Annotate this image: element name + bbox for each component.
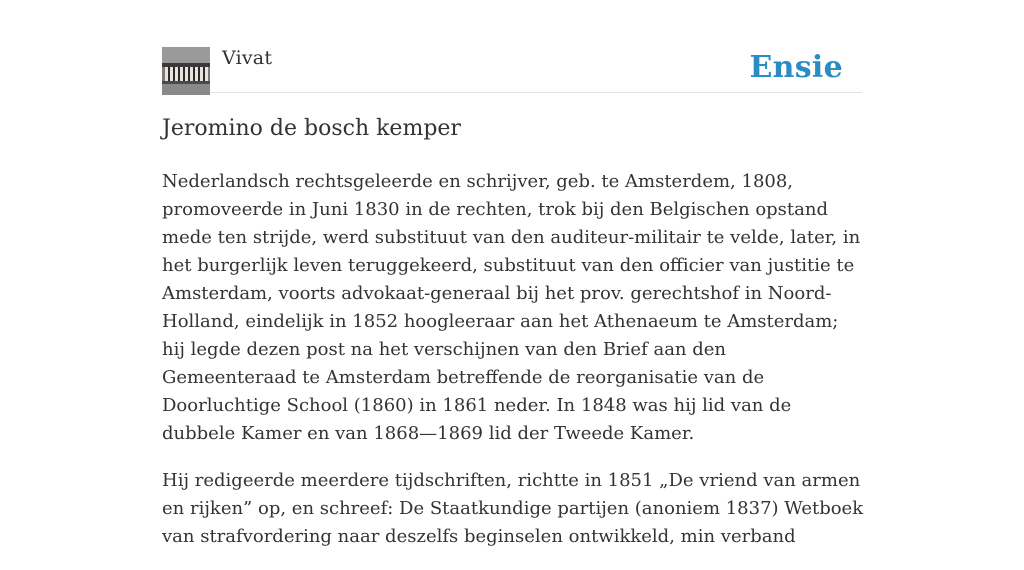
header xyxy=(162,46,862,93)
page-title: Jeromino de bosch kemper xyxy=(162,116,461,141)
avatar[interactable] xyxy=(162,47,210,95)
article-paragraph: Nederlandsch rechtsgeleerde en schrijver, geb. te Amsterdem, 1808, promoveerde in Juni 1830 in de rechten, trok bij den Belgischen opstand mede ten strijde, werd substituut van den auditeur-militair te velde, later, in het burgerlijk leven teruggekeerd, substituut van den officier van justitie te Amsterdam, voorts advokaat-generaal bij het prov. gerechtshof in Noord-Holland, eindelijk in 1852 hoogleeraar aan het Athenaeum te Amsterdam; hij legde dezen post na het verschijnen van den Brief aan den Gemeenteraad te Amsterdam betreffende de reorganisatie van de Doorluchtige School (1860) in 1861 neder. In 1848 was hij lid van de dubbele Kamer en van 1868—1869 lid der Tweede Kamer. xyxy=(162,171,861,444)
brand-logo[interactable]: Ensie xyxy=(749,50,843,85)
library-books-icon xyxy=(162,47,210,95)
article-paragraph: Hij redigeerde meerdere tijdschriften, richtte in 1851 „De vriend van armen en rijken” op, en schreef: De Staatkundige partijen (anoniem 1837) Wetboek van strafvordering naar deszelfs beginselen ontwikkeld, min verband xyxy=(162,470,864,547)
article-body xyxy=(162,168,866,570)
author-name[interactable]: Vivat xyxy=(222,47,273,69)
